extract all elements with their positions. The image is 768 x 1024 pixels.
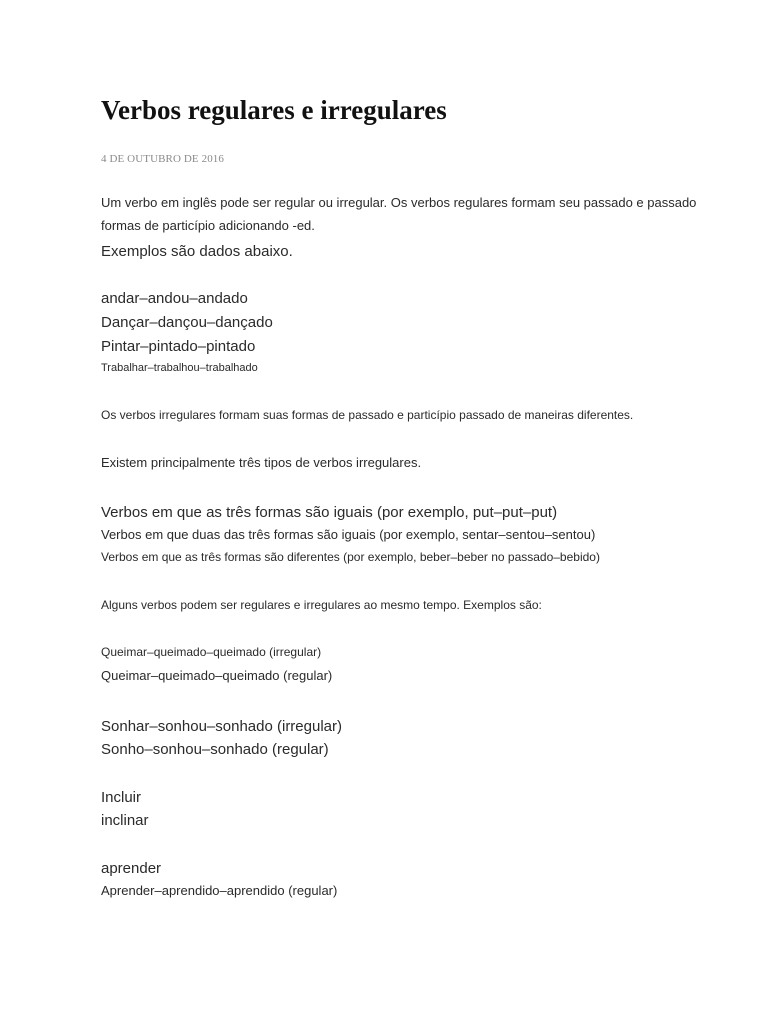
intro-line-2: formas de particípio adicionando -ed. xyxy=(101,218,315,233)
both-example: Aprender–aprendido–aprendido (regular) xyxy=(101,883,338,898)
regular-example: Trabalhar–trabalhou–trabalhado xyxy=(101,362,258,374)
irregular-type: Verbos em que as três formas são diferentes (por exemplo, beber–beber no passado–bebido) xyxy=(101,550,600,564)
both-intro: Alguns verbos podem ser regulares e irregulares ao mesmo tempo. Exemplos são: xyxy=(101,598,542,612)
page-title: Verbos regulares e irregulares xyxy=(101,95,447,125)
both-example: inclinar xyxy=(101,812,149,829)
irregular-intro: Os verbos irregulares formam suas formas de passado e particípio passado de maneiras diferentes. xyxy=(101,408,634,422)
both-example: Sonhar–sonhou–sonhado (irregular) xyxy=(101,718,342,735)
intro-line-3: Exemplos são dados abaixo. xyxy=(101,243,293,260)
regular-example: andar–andou–andado xyxy=(101,290,248,307)
irregular-type: Verbos em que as três formas são iguais (por exemplo, put–put–put) xyxy=(101,504,558,521)
types-intro: Existem principalmente três tipos de verbos irregulares. xyxy=(101,455,422,470)
both-example: Incluir xyxy=(101,789,142,806)
regular-example: Pintar–pintado–pintado xyxy=(101,338,256,355)
regular-example: Dançar–dançou–dançado xyxy=(101,314,273,331)
both-example: Queimar–queimado–queimado (irregular) xyxy=(101,645,322,659)
both-example: Sonho–sonhou–sonhado (regular) xyxy=(101,741,329,758)
both-example: aprender xyxy=(101,860,162,877)
irregular-type: Verbos em que duas das três formas são iguais (por exemplo, sentar–sentou–sentou) xyxy=(101,527,596,542)
intro-line-1: Um verbo em inglês pode ser regular ou irregular. Os verbos regulares formam seu passado e passado xyxy=(101,195,697,210)
both-example: Queimar–queimado–queimado (regular) xyxy=(101,668,333,683)
post-date: 4 DE OUTUBRO DE 2016 xyxy=(101,153,224,165)
